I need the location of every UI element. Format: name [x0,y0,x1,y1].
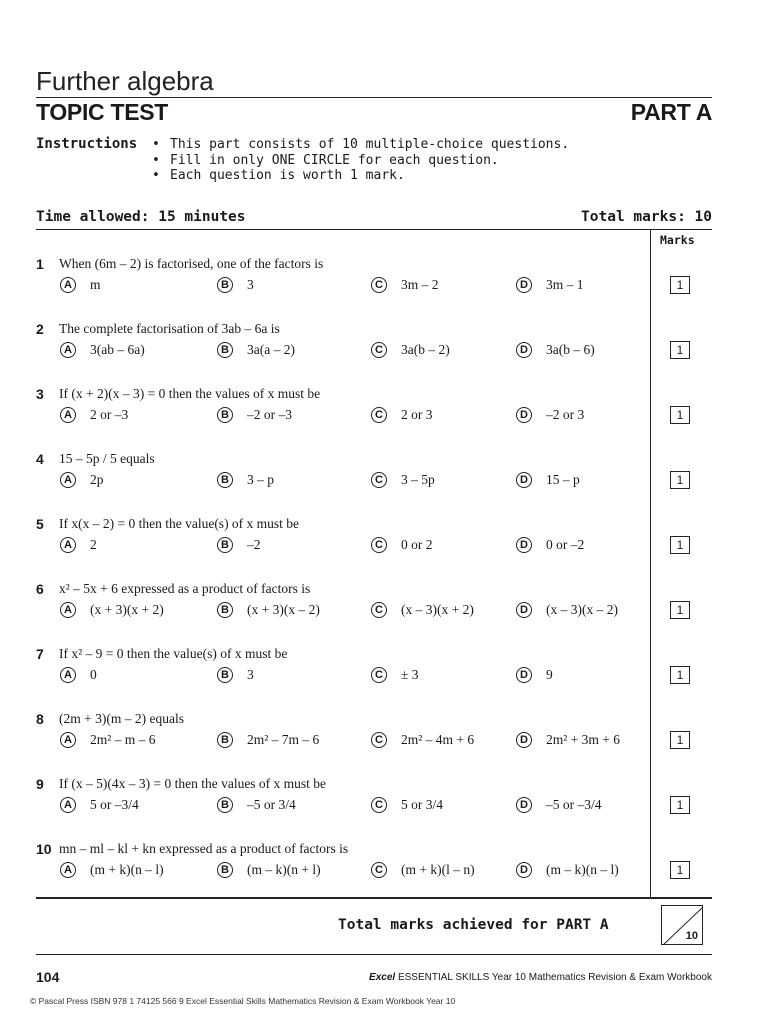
option-text: 0 [90,667,97,682]
answer-option-d[interactable] [516,537,584,553]
answer-circle[interactable]: C [371,732,387,748]
answer-circle[interactable]: B [217,407,233,423]
option-text: 2 or –3 [90,407,129,422]
answer-option-c[interactable] [371,342,450,358]
answer-circle[interactable]: B [217,537,233,553]
option-text: 2m² + 3m + 6 [546,732,621,747]
answer-option-b[interactable] [217,537,261,553]
mark-box[interactable]: 1 [670,601,690,619]
option-text: 2p [90,472,104,487]
workbook-title-text: ESSENTIAL SKILLS Year 10 Mathematics Revision & Exam Workbook [397,972,712,983]
option-text: 9 [546,667,553,682]
answer-circle[interactable]: A [60,277,76,293]
answer-option-d[interactable] [516,797,602,813]
question-2 [36,321,648,371]
page-number: 104 [36,969,60,985]
copyright-footer: © Pascal Press ISBN 978 1 74125 566 9 Excel Essential Skills Mathematics Revision & Exam Workbook Year 10 [30,996,456,1006]
answer-circle[interactable]: C [371,277,387,293]
header-rule [36,97,712,98]
question-number: 3 [36,386,44,402]
answer-circle[interactable]: B [217,602,233,618]
answer-circle[interactable]: B [217,342,233,358]
answer-option-b[interactable] [217,472,274,488]
answer-option-c[interactable] [371,407,433,423]
answer-option-b[interactable] [217,277,254,293]
answer-option-d[interactable] [516,472,580,488]
section-rule [36,229,712,230]
answer-option-b[interactable] [217,407,292,423]
question-4 [36,451,648,501]
answer-option-a[interactable] [60,472,104,488]
answer-circle[interactable]: C [371,602,387,618]
instruction-item: • Fill in only ONE CIRCLE for each question. [152,153,569,169]
answer-option-c[interactable] [371,277,439,293]
answer-circle[interactable]: A [60,407,76,423]
mark-box[interactable]: 1 [670,861,690,879]
option-text: 2m² – 7m – 6 [247,732,320,747]
instruction-item: • Each question is worth 1 mark. [152,168,569,184]
question-text: mn – ml – kl + kn expressed as a product of factors is [59,841,349,856]
option-text: 3 – 5p [401,472,435,487]
marks-column-header: Marks [660,233,695,247]
answer-option-b[interactable] [217,667,254,683]
footer-rule [36,954,712,955]
question-text: x² – 5x + 6 expressed as a product of factors is [59,581,311,596]
answer-circle[interactable]: B [217,667,233,683]
answer-circle[interactable]: B [217,862,233,878]
answer-option-c[interactable] [371,602,474,618]
question-number: 9 [36,776,44,792]
question-9 [36,776,648,826]
answer-option-b[interactable] [217,602,320,618]
answer-circle[interactable]: D [516,277,532,293]
option-text: 0 or 2 [401,537,433,552]
option-text: 2 or 3 [401,407,433,422]
answer-option-a[interactable] [60,732,156,748]
option-text: (x + 3)(x + 2) [90,602,164,617]
answer-circle[interactable]: B [217,797,233,813]
option-text: 2 [90,537,97,552]
question-number: 1 [36,256,44,272]
answer-option-c[interactable] [371,732,474,748]
answer-option-d[interactable] [516,862,619,878]
answer-circle[interactable]: C [371,797,387,813]
answer-circle[interactable]: A [60,862,76,878]
option-text: (m + k)(l – n) [401,862,475,877]
question-text: When (6m – 2) is factorised, one of the factors is [59,256,324,271]
option-text: ± 3 [401,667,419,682]
total-achieved-box[interactable] [661,905,703,945]
answer-option-c[interactable] [371,667,419,683]
workbook-title [369,972,712,983]
answer-option-a[interactable] [60,797,139,813]
question-number: 10 [36,841,52,857]
option-text: –2 or 3 [546,407,585,422]
instruction-item: • This part consists of 10 multiple-choice questions. [152,137,569,153]
answer-option-b[interactable] [217,732,319,748]
answer-option-a[interactable] [60,537,97,553]
answer-option-d[interactable] [516,667,553,683]
mark-box[interactable]: 1 [670,666,690,684]
option-text: (m + k)(n – l) [90,862,164,877]
question-text: If (x + 2)(x – 3) = 0 then the values of x must be [59,386,321,401]
question-text: (2m + 3)(m – 2) equals [59,711,184,726]
option-text: 0 or –2 [546,537,585,552]
workbook-brand: Excel [369,972,396,983]
answer-circle[interactable]: A [60,472,76,488]
question-number: 7 [36,646,44,662]
answer-option-a[interactable] [60,342,145,358]
option-text: 2m² – m – 6 [90,732,156,747]
part-heading: PART A [630,99,712,125]
answer-circle[interactable]: A [60,732,76,748]
option-text: 3m – 2 [401,277,439,292]
question-number: 2 [36,321,44,337]
answer-circle[interactable]: D [516,862,532,878]
question-5 [36,516,648,566]
topic-test-heading: TOPIC TEST [36,99,169,125]
question-text: The complete factorisation of 3ab – 6a is [59,321,280,336]
answer-option-a[interactable] [60,667,97,683]
answer-circle[interactable]: A [60,797,76,813]
option-text: –2 [247,537,261,552]
answer-circle[interactable]: A [60,602,76,618]
mark-box[interactable]: 1 [670,341,690,359]
mark-box[interactable]: 1 [670,536,690,554]
marks-column-divider [650,229,651,897]
option-text: –5 or 3/4 [247,797,296,812]
option-text: 3a(b – 6) [546,342,595,357]
option-text: 2m² – 4m + 6 [401,732,475,747]
total-achieved-max: 10 [685,930,698,942]
answer-circle[interactable]: C [371,667,387,683]
answer-option-b[interactable] [217,342,295,358]
option-text: 3(ab – 6a) [90,342,145,357]
question-10 [36,841,648,891]
answer-circle[interactable]: D [516,472,532,488]
answer-option-c[interactable] [371,472,435,488]
answer-circle[interactable]: A [60,342,76,358]
option-text: 3 – p [247,472,274,487]
instructions-list [152,137,569,184]
question-6 [36,581,648,631]
answer-option-d[interactable] [516,602,618,618]
answer-option-c[interactable] [371,797,443,813]
answer-circle[interactable]: B [217,277,233,293]
total-achieved-label: Total marks achieved for PART A [338,917,609,933]
answer-circle[interactable]: C [371,342,387,358]
answer-circle[interactable]: D [516,667,532,683]
question-3 [36,386,648,436]
option-text: 5 or –3/4 [90,797,139,812]
answer-circle[interactable]: C [371,472,387,488]
question-text: 15 – 5p / 5 equals [59,451,155,466]
time-allowed: Time allowed: 15 minutes [36,209,246,225]
mark-box[interactable]: 1 [670,731,690,749]
mark-box[interactable]: 1 [670,276,690,294]
option-text: 3 [247,277,254,292]
answer-circle[interactable]: C [371,537,387,553]
option-text: 5 or 3/4 [401,797,443,812]
answer-option-b[interactable] [217,797,296,813]
answer-circle[interactable]: D [516,732,532,748]
option-text: 3m – 1 [546,277,584,292]
question-7 [36,646,648,696]
mark-box[interactable]: 1 [670,406,690,424]
mark-box[interactable]: 1 [670,796,690,814]
answer-option-d[interactable] [516,407,584,423]
answer-option-d[interactable] [516,342,595,358]
answer-circle[interactable]: D [516,407,532,423]
answer-option-a[interactable] [60,407,128,423]
option-text: (x – 3)(x + 2) [401,602,474,617]
option-text: (m – k)(n – l) [546,862,619,877]
answer-circle[interactable]: D [516,537,532,553]
answer-option-a[interactable] [60,862,164,878]
question-number: 4 [36,451,44,467]
option-text: 3 [247,667,254,682]
answer-option-b[interactable] [217,862,321,878]
question-text: If x² – 9 = 0 then the value(s) of x must be [59,646,288,661]
question-number: 6 [36,581,44,597]
answer-option-c[interactable] [371,537,433,553]
option-text: 3a(b – 2) [401,342,450,357]
question-number: 5 [36,516,44,532]
total-marks: Total marks: 10 [581,209,712,225]
answer-option-a[interactable] [60,602,164,618]
mark-box[interactable]: 1 [670,471,690,489]
answer-circle[interactable]: D [516,797,532,813]
answer-circle[interactable]: A [60,667,76,683]
option-text: (x + 3)(x – 2) [247,602,320,617]
question-text: If (x – 5)(4x – 3) = 0 then the values of x must be [59,776,327,791]
chapter-title: Further algebra [36,66,214,96]
answer-option-c[interactable] [371,862,475,878]
answer-option-d[interactable] [516,732,620,748]
answer-circle[interactable]: A [60,537,76,553]
option-text: –5 or –3/4 [546,797,602,812]
answer-circle[interactable]: D [516,602,532,618]
question-1 [36,256,648,306]
option-text: 3a(a – 2) [247,342,295,357]
question-number: 8 [36,711,44,727]
option-text: –2 or –3 [247,407,292,422]
option-text: m [90,277,101,292]
bottom-rule [36,897,712,899]
answer-option-d[interactable] [516,277,584,293]
answer-circle[interactable]: C [371,862,387,878]
question-text: If x(x – 2) = 0 then the value(s) of x must be [59,516,300,531]
answer-circle[interactable]: C [371,407,387,423]
answer-circle[interactable]: D [516,342,532,358]
answer-circle[interactable]: B [217,472,233,488]
option-text: (m – k)(n + l) [247,862,321,877]
question-8 [36,711,648,761]
answer-option-a[interactable] [60,277,101,293]
instructions-label: Instructions [36,136,138,152]
option-text: (x – 3)(x – 2) [546,602,618,617]
answer-circle[interactable]: B [217,732,233,748]
option-text: 15 – p [546,472,580,487]
